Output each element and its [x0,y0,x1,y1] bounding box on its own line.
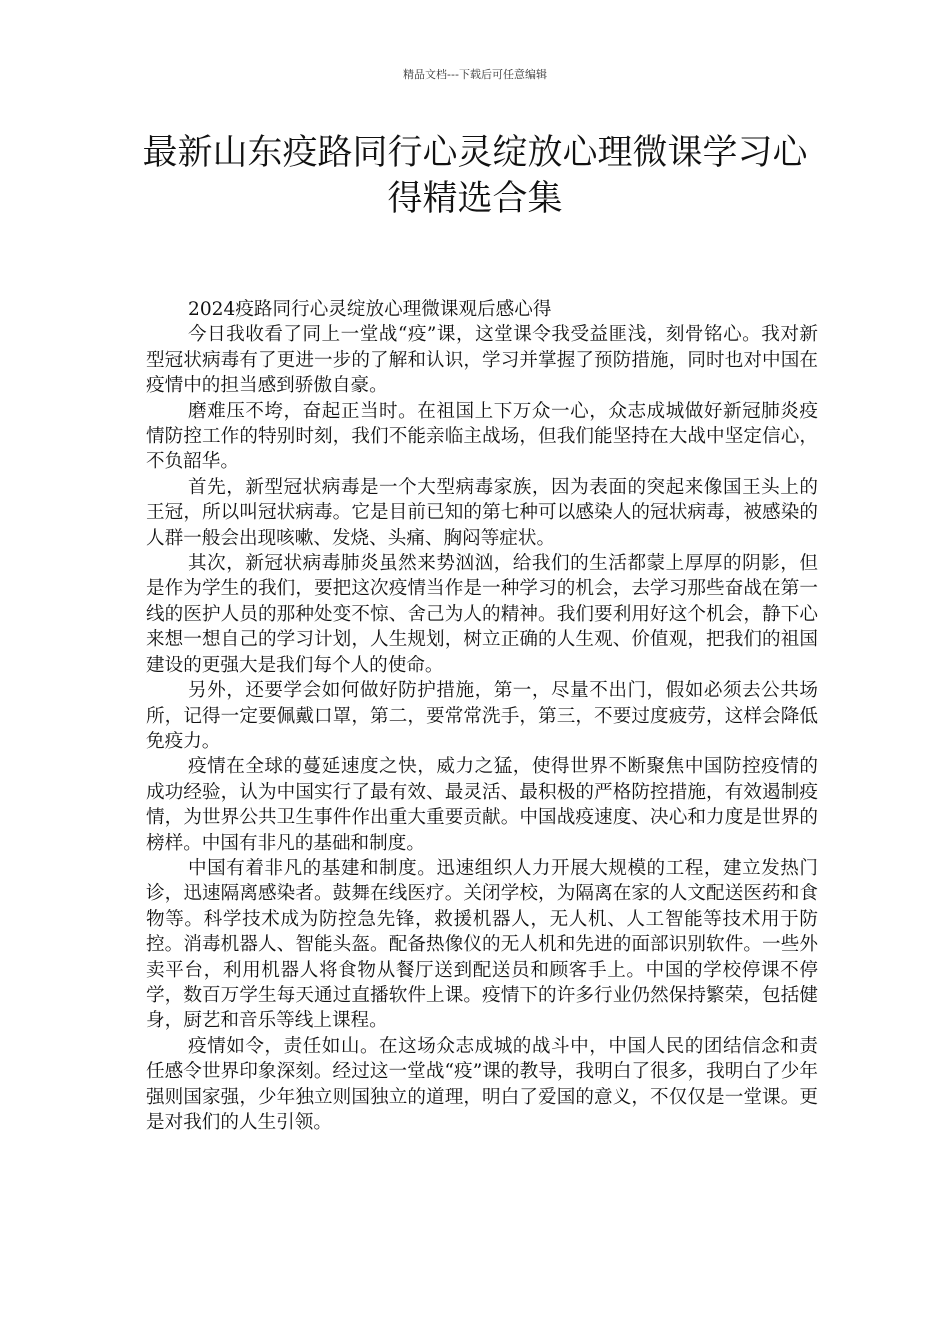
paragraph-2: 磨难压不垮，奋起正当时。在祖国上下万众一心，众志成城做好新冠肺炎疫情防控工作的特别时刻，我们不能亲临主战场，但我们能坚持在大战中坚定信心，不负韶华。 [146,400,818,473]
paragraph-5: 另外，还要学会如何做好防护措施，第一，尽量不出门，假如必须去公共场所，记得一定要佩戴口罩，第二，要常常洗手，第三，不要过度疲劳，这样会降低免疫力。 [146,680,818,752]
paragraph-6: 疫情在全球的蔓延速度之快，威力之猛，使得世界不断聚焦中国防控疫情的成功经验，认为中国实行了最有效、最灵活、最积极的严格防控措施，有效遏制疫情，为世界公共卫生事件作出重大重要贡献。中国战疫速度、决心和力度是世界的榜样。中国有非凡的基础和制度。 [146,756,818,854]
page-header: 精品文档---下载后可任意编辑 [403,68,547,81]
paragraph-1: 今日我收看了同上一堂战“疫”课，这堂课令我受益匪浅，刻骨铭心。我对新型冠状病毒有了更进一步的了解和认识，学习并掌握了预防措施，同时也对中国在疫情中的担当感到骄傲自豪。 [146,324,818,397]
paragraph-4: 其次，新冠状病毒肺炎虽然来势汹汹，给我们的生活都蒙上厚厚的阴影，但是作为学生的我们，要把这次疫情当作是一种学习的机会，去学习那些奋战在第一线的医护人员的那种处变不惊、舍己为人的精神。我们要利用好这个机会，静下心来想一想自己的学习计划，人生规划，树立正确的人生观、价值观，把我们的祖国建设的更强大是我们每个人的使命。 [146,553,818,676]
document-title: 最新山东疫路同行心灵绽放心理微课学习心得精选合集 [142,133,808,219]
paragraph-7: 中国有着非凡的基建和制度。迅速组织人力开展大规模的工程，建立发热门诊，迅速隔离感染者。鼓舞在线医疗。关闭学校，为隔离在家的人文配送医药和食物等。科学技术成为防控急先锋，救援机器人，无人机、人工智能等技术用于防控。消毒机器人、智能头盔。配备热像仪的无人机和先进的面部识别软件。一些外卖平台，利用机器人将食物从餐厅送到配送员和顾客手上。中国的学校停课不停学，数百万学生每天通过直播软件上课。疫情下的许多行业仍然保持繁荣，包括健身，厨艺和音乐等线上课程。 [146,857,818,1032]
document-body [146,297,818,1135]
paragraph-8: 疫情如令，责任如山。在这场众志成城的战斗中，中国人民的团结信念和责任感令世界印象深刻。经过这一堂战“疫”课的教导，我明白了很多，我明白了少年强则国家强，少年独立则国独立的道理，明白了爱国的意义，不仅仅是一堂课。更是对我们的人生引领。 [146,1035,818,1133]
document-subtitle: 2024疫路同行心灵绽放心理微课观后感心得 [188,299,552,320]
paragraph-3: 首先，新型冠状病毒是一个大型病毒家族，因为表面的突起来像国王头上的王冠，所以叫冠状病毒。它是目前已知的第七种可以感染人的冠状病毒，被感染的人群一般会出现咳嗽、发烧、头痛、胸闷等症状。 [146,476,818,549]
